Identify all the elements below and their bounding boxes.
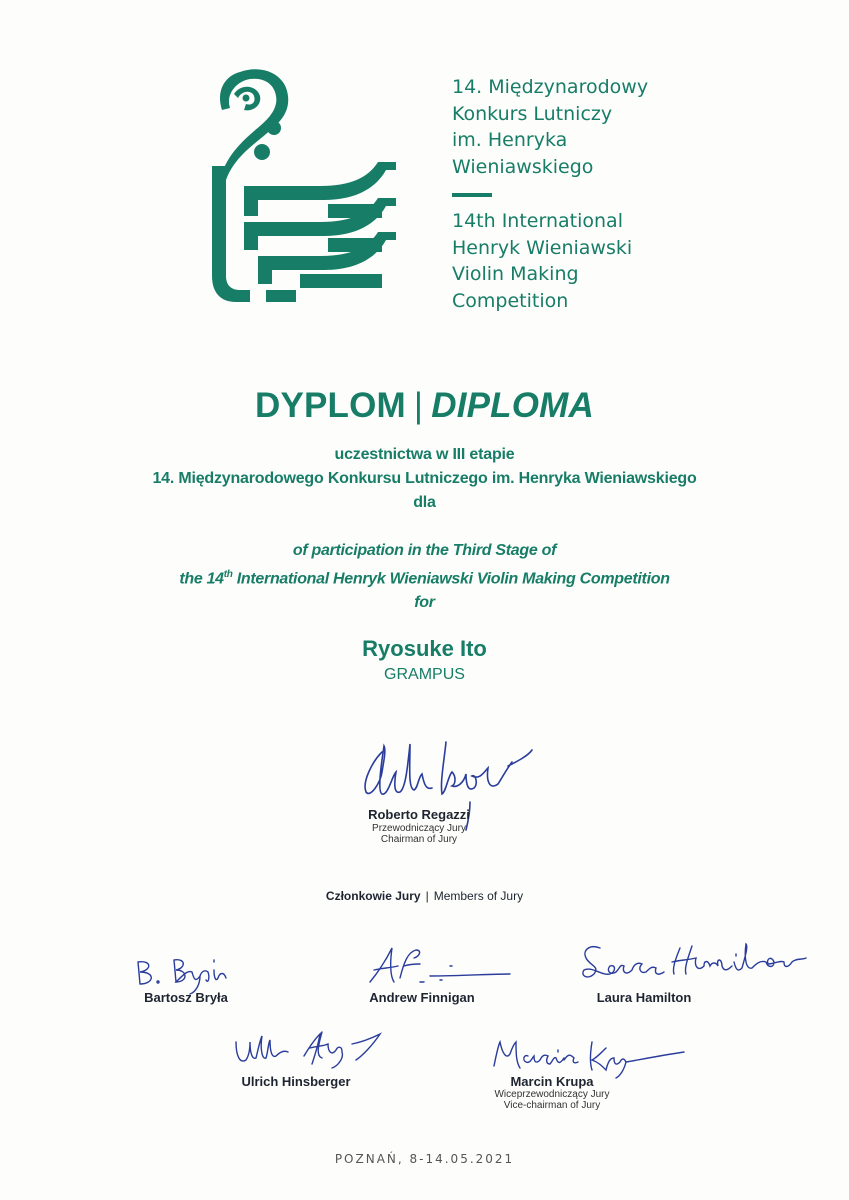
krupa-role-en: Vice-chairman of Jury: [503, 1100, 601, 1111]
english-description: [0, 539, 849, 615]
recipient-name: Ryosuke Ito: [362, 636, 487, 661]
polish-description: [0, 443, 849, 515]
krupa-role-pl: Wiceprzewodniczący Jury: [494, 1089, 610, 1100]
competition-name: [452, 74, 782, 314]
english-line-2-post: International Henryk Wieniawski Violin Making Competition: [232, 570, 670, 588]
bryla-name: Bartosz Bryła: [144, 990, 228, 1005]
krupa-name: Marcin Krupa: [510, 1074, 594, 1089]
diploma-title: [0, 386, 849, 426]
chairman-role-en: Chairman of Jury: [380, 834, 458, 845]
finnigan-signature: [360, 942, 520, 992]
polish-line-1: uczestnictwa w III etapie: [334, 446, 515, 463]
hinsberger-signature: [232, 1026, 392, 1074]
instrument-name: GRAMPUS: [384, 666, 465, 683]
header-pl-line-1: 14. Międzynarodowy: [452, 76, 649, 98]
place-and-date: POZNAŃ, 8-14.05.2021: [334, 1152, 515, 1166]
jury-heading: [0, 889, 849, 903]
chairman-name: Roberto Regazzi: [368, 807, 470, 822]
header-divider: [452, 193, 492, 197]
polish-line-3: dla: [413, 494, 436, 511]
english-line-2: [0, 563, 849, 591]
chairman-role-pl: Przewodniczący Jury: [372, 823, 466, 834]
header-en-line-2: Henryk Wieniawski: [452, 236, 633, 259]
english-line-2-pre: the 14: [179, 570, 224, 588]
jury-heading-en: Members of Jury: [433, 889, 524, 903]
english-line-2-sup: th: [223, 569, 233, 580]
jury-heading-pl: Członkowie Jury: [325, 889, 421, 903]
header-pl-line-4: Wieniawskiego: [452, 155, 594, 178]
bryla-signature: [130, 950, 240, 995]
hinsberger-name: Ulrich Hinsberger: [241, 1074, 351, 1089]
jury-heading-separator: |: [425, 889, 429, 903]
english-line-1: of participation in the Third Stage of: [292, 542, 557, 559]
polish-line-2: 14. Międzynarodowego Konkursu Lutniczego im. Henryka Wieniawskiego: [152, 470, 697, 487]
header-pl-line-2: Konkurs Lutniczy: [452, 102, 613, 125]
title-en: DIPLOMA: [431, 386, 594, 425]
hamilton-name: Laura Hamilton: [596, 990, 692, 1005]
header-en-line-1: 14th International: [452, 210, 623, 232]
hamilton-signature: [576, 938, 816, 988]
title-separator: |: [413, 386, 424, 425]
title-pl: DYPLOM: [254, 386, 406, 425]
english-line-3: for: [414, 594, 435, 612]
header-en-line-4: Competition: [452, 289, 569, 312]
finnigan-name: Andrew Finnigan: [369, 990, 475, 1005]
header-pl-line-3: im. Henryka: [452, 129, 568, 151]
header-en-line-3: Violin Making: [452, 263, 579, 285]
competition-logo: [200, 62, 410, 312]
